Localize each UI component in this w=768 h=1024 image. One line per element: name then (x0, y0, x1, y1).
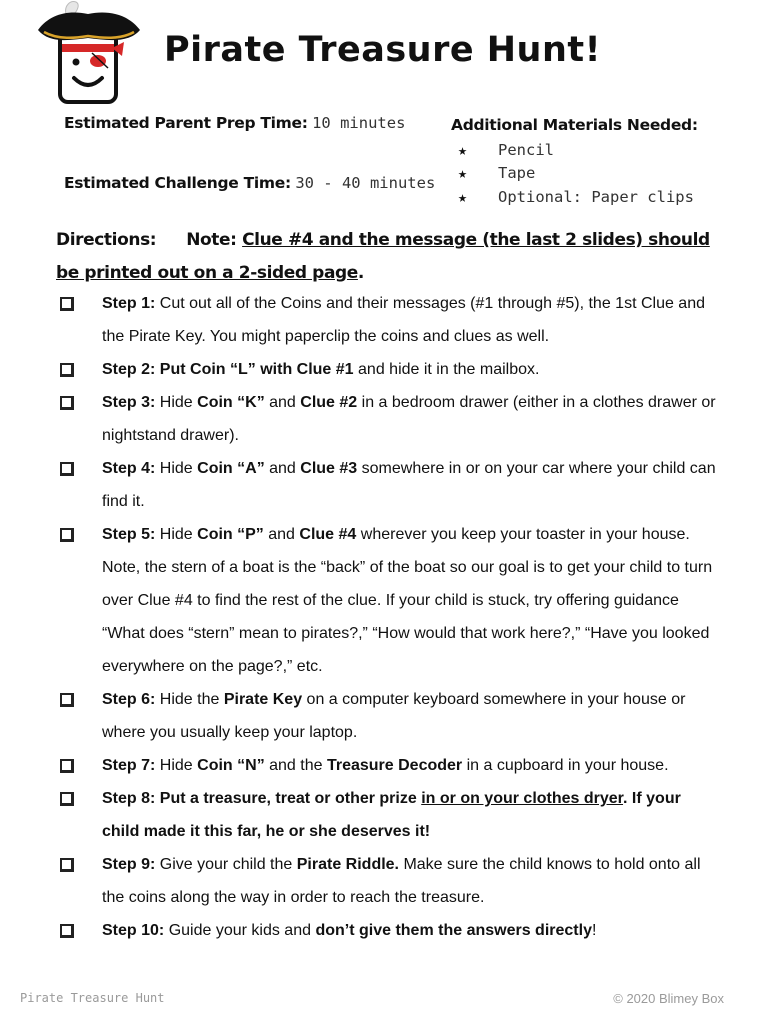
step-text: Pirate Riddle. (296, 856, 399, 873)
step-item (60, 452, 720, 518)
checkbox-icon (60, 858, 74, 872)
star-icon: ★ (458, 164, 468, 183)
step-text: Coin “A” (197, 460, 265, 477)
step-text: somewhere in or on your car where your child can find it. (102, 460, 716, 510)
checkbox-icon (60, 759, 74, 773)
step-text: Hide (155, 460, 198, 477)
challenge-time (64, 174, 435, 193)
star-icon: ★ (458, 187, 468, 206)
step-text: Step 10: (102, 922, 165, 939)
step-item (60, 782, 720, 848)
material-item: Tape (498, 164, 536, 183)
step-text: Make sure the child knows to hold onto all the coins along the way in order to reach the treasure. (102, 856, 701, 906)
step-text: Step 2: Put Coin “L” with Clue #1 (102, 361, 354, 378)
list-item (458, 185, 694, 209)
step-text: Step 4: (102, 460, 156, 477)
step-item (60, 914, 720, 947)
step-item (60, 386, 720, 452)
step-text: in a bedroom drawer (either in a clothes drawer or nightstand drawer). (102, 394, 716, 444)
challenge-time-value: 30 - 40 minutes (295, 174, 436, 192)
checkbox-icon (60, 462, 74, 476)
step-text: and (264, 460, 301, 477)
step-text: Hide (155, 526, 198, 543)
note-text: Clue #4 and the message (the last 2 slides) should be printed out on a 2-sided page (56, 230, 710, 283)
step-text: wherever you keep your toaster in your house. Note, the stern of a boat is the “back” of the boat so our goal is to get your child to turn over Clue #4 to find the rest of the clue. If your child is stuck, try offering guidance “What does “stern” mean to pirates?,” “How would that work here?,” “Have you looked everywhere on the page?,” etc. (102, 526, 713, 675)
step-text: Step 8: Put a treasure, treat or other prize (102, 790, 422, 807)
step-text: . If your child made it this far, he or she deserves it! (102, 790, 681, 840)
list-item (458, 162, 694, 186)
page-title: Pirate Treasure Hunt! (164, 30, 602, 70)
checkbox-icon (60, 924, 74, 938)
step-text: Pirate Key (223, 691, 303, 708)
step-text: Treasure Decoder (326, 757, 463, 774)
step-item (60, 518, 720, 683)
steps-list (60, 287, 720, 947)
material-item: Pencil (498, 140, 554, 159)
challenge-time-label: Estimated Challenge Time: (64, 174, 291, 192)
step-text: and hide it in the mailbox. (353, 361, 540, 378)
step-text: in a cupboard in your house. (462, 757, 669, 774)
step-text: Clue #4 (299, 526, 357, 543)
prep-time (64, 114, 405, 133)
checkbox-icon (60, 693, 74, 707)
footer-title: Pirate Treasure Hunt (20, 991, 165, 1005)
step-text: Hide the (155, 691, 224, 708)
step-item (60, 287, 720, 353)
step-text: Clue #3 (300, 460, 358, 477)
step-text: ! (591, 922, 597, 939)
checkbox-icon (60, 792, 74, 806)
step-text: Step 9: (102, 856, 156, 873)
step-item (60, 848, 720, 914)
directions-label: Directions: (56, 230, 157, 250)
checkbox-icon (60, 363, 74, 377)
step-text: and the (264, 757, 327, 774)
step-item (60, 353, 720, 386)
step-text: and (264, 394, 301, 411)
step-text: Clue #2 (300, 394, 358, 411)
directions-note (56, 224, 716, 290)
pirate-face-icon (36, 0, 142, 108)
step-text: Step 1: (102, 295, 156, 312)
step-text: Coin “K” (197, 394, 265, 411)
note-prefix: Note: (186, 230, 237, 250)
checkbox-icon (60, 528, 74, 542)
step-text: Step 7: (102, 757, 156, 774)
step-text: Hide (155, 394, 198, 411)
step-text: Step 3: (102, 394, 156, 411)
checkbox-icon (60, 396, 74, 410)
step-text: don’t give them the answers directly (315, 922, 592, 939)
materials-title: Additional Materials Needed: (451, 116, 698, 134)
step-text: Hide (155, 757, 198, 774)
step-text: Give your child the (155, 856, 297, 873)
step-text: and (263, 526, 300, 543)
prep-time-value: 10 minutes (312, 114, 406, 132)
step-text: on a computer keyboard somewhere in your house or where you usually keep your laptop. (102, 691, 686, 741)
prep-time-label: Estimated Parent Prep Time: (64, 114, 308, 132)
footer-copyright: © 2020 Blimey Box (613, 991, 724, 1006)
material-item: Optional: Paper clips (498, 187, 694, 206)
materials-list (458, 138, 694, 209)
step-item (60, 749, 720, 782)
step-text: Coin “P” (197, 526, 264, 543)
step-text: in or on your clothes dryer (421, 790, 624, 807)
star-icon: ★ (458, 140, 468, 159)
step-item (60, 683, 720, 749)
step-text: Guide your kids and (164, 922, 316, 939)
step-text: Coin “N” (197, 757, 265, 774)
step-text: Step 6: (102, 691, 156, 708)
list-item (458, 138, 694, 162)
step-text: Step 5: (102, 526, 156, 543)
step-text: Cut out all of the Coins and their messages (#1 through #5), the 1st Clue and the Pirate Key. You might paperclip the coins and clues as well. (102, 295, 705, 345)
checkbox-icon (60, 297, 74, 311)
note-suffix: . (357, 263, 364, 283)
